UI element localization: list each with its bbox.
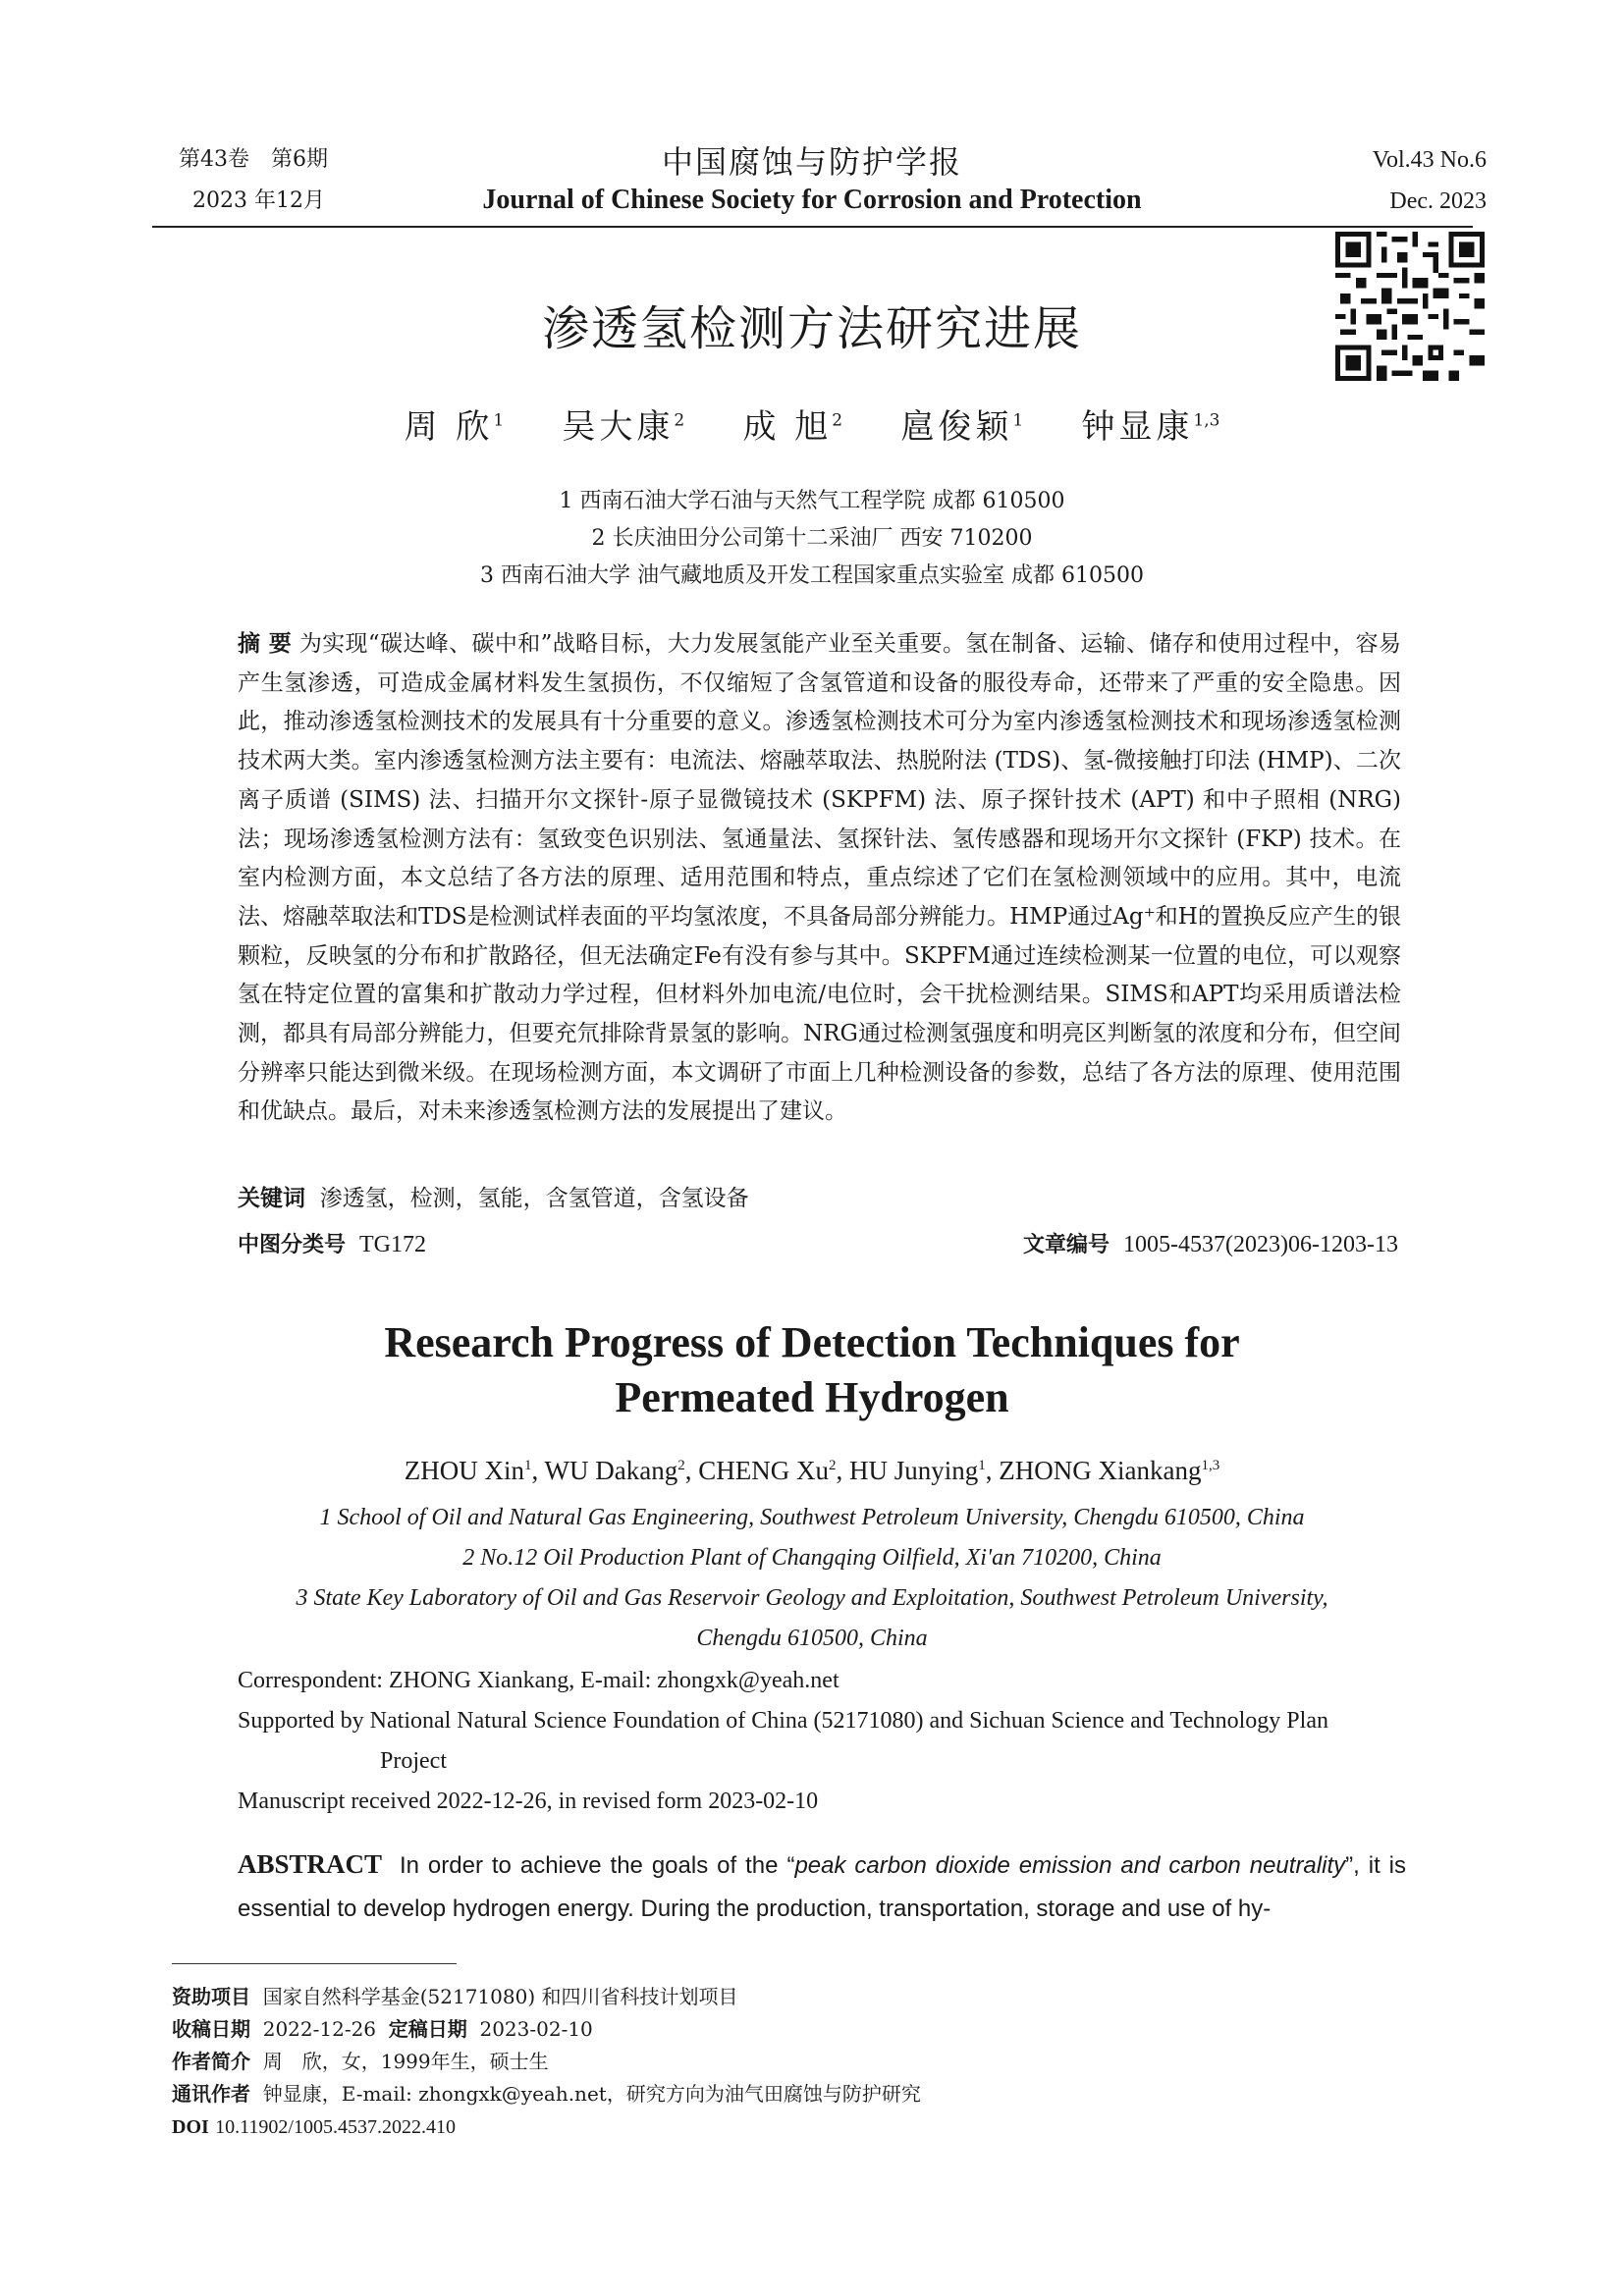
article-title-en-line-2: Permeated Hydrogen — [615, 1373, 1009, 1421]
abstract-en-label: ABSTRACT — [238, 1849, 383, 1879]
affiliations-en — [0, 1498, 1624, 1659]
journal-title-en: Journal of Chinese Society for Corrosion and Protection — [482, 185, 1142, 215]
author-list-cn — [0, 400, 1624, 448]
abstract-cn-text: 为实现“碳达峰、碳中和”战略目标，大力发展氢能产业至关重要。氢在制备、运输、储存和使用过程中，容易产生氢渗透，可造成金属材料发生氢损伤，不仅缩短了含氢管道和设备的服役寿命，还带来了严重的安全隐患。因此，推动渗透氢检测技术的发展具有十分重要的意义。渗透氢检测技术可分为室内渗透氢检测技术和现场渗透氢检测技术两大类。室内渗透氢检测方法主要有：电流法、熔融萃取法、热脱附法 (TDS)、氢-微接触打印法 (HMP)、二次离子质谱 (SIMS) 法、扫描开尔文探针-原子显微镜技术 (SKPFM) 法、原子探针技术 (APT) 和中子照相 (NRG) 法；现场渗透氢检测方法有：氢致变色识别法、氢通量法、氢探针法、氢传感器和现场开尔文探针 (FKP) 技术。在室内检测方面，本文总结了各方法的原理、适用范围和特点，重点综述了它们在氢检测领域中的应用。其中，电流法、熔融萃取法和TDS是检测试样表面的平均氢浓度，不具备局部分辨能力。HMP通过Ag⁺和H的置换反应产生的银颗粒，反映氢的分布和扩散路径，但无法确定Fe有没有参与其中。SKPFM通过连续检测某一位置的电位，可以观察氢在特定位置的富集和扩散动力学过程，但材料外加电流/电位时，会干扰检测结果。SIMS和APT均采用质谱法检测，都具有局部分辨能力，但要充氘排除背景氢的影响。NRG通过检测氢强度和明亮区判断氢的浓度和分布，但空间分辨率只能达到微米级。在现场检测方面，本文调研了市面上几种检测设备的参数，总结了各方法的原理、使用范围和优缺点。最后，对未来渗透氢检测方法的发展提出了建议。 — [238, 631, 1401, 1125]
author-en: ZHOU Xin$^1$ — [404, 1456, 532, 1485]
article-info-en — [238, 1661, 1406, 1822]
manuscript-dates-en: Manuscript received 2022-12-26, in revised form 2023-02-10 — [238, 1789, 819, 1814]
article-title-en-line-1: Research Progress of Detection Techniques for — [384, 1318, 1240, 1366]
clc-label: 中图分类号 — [238, 1233, 347, 1257]
abstract-en-text-italic: peak carbon dioxide emission and carbon neutrality — [794, 1852, 1346, 1879]
footnote-funding: 资助项目 国家自然科学基金(52171080) 和四川省科技计划项目 — [172, 1985, 738, 2008]
author-en: ZHONG Xiankang$^{1,3}$ — [999, 1456, 1220, 1485]
abstract-en — [238, 1842, 1406, 1931]
clc-number — [238, 1228, 426, 1258]
footnote-doi: DOI 10.11902/1005.4537.2022.410 — [172, 2116, 456, 2138]
author-cn: 吴大康$^2$ — [562, 407, 685, 447]
article-number-label: 文章编号 — [1023, 1233, 1110, 1257]
footnote-rule — [172, 1963, 457, 1964]
header-date-en: Dec. 2023 — [1389, 188, 1487, 214]
article-title-en — [0, 1315, 1624, 1425]
author-en: HU Junying$^1$ — [848, 1456, 986, 1485]
affiliation-en-1: 1 School of Oil and Natural Gas Engineering, Southwest Petroleum University, Chengdu 610500, China — [319, 1505, 1305, 1530]
header-volume-en: Vol.43 No.6 — [1372, 147, 1487, 173]
journal-title-cn: 中国腐蚀与防护学报 — [661, 143, 962, 181]
author-en: WU Dakang$^2$ — [544, 1456, 685, 1485]
author-en: CHENG Xu$^2$ — [698, 1456, 837, 1485]
author-list-en: ZHOU Xin$^1$, WU Dakang$^2$, CHENG Xu$^2$, HU Junying$^1$, ZHONG Xiankang$^{1,3}$ — [404, 1456, 1220, 1485]
supported-by-en-cont: Project — [380, 1748, 447, 1774]
affiliation-cn-1: 1 西南石油大学石油与天然气工程学院 成都 610500 — [559, 489, 1065, 513]
abstract-cn — [238, 625, 1401, 1132]
keywords-cn-text: 渗透氢，检测，氢能，含氢管道，含氢设备 — [319, 1186, 749, 1211]
affiliation-cn-3: 3 西南石油大学 油气藏地质及开发工程国家重点实验室 成都 610500 — [480, 563, 1144, 588]
author-cn: 钟显康$^{1,3}$ — [1081, 407, 1220, 447]
footnote-dates: 收稿日期 2022-12-26 定稿日期 2023-02-10 — [172, 2017, 593, 2041]
clc-value: TG172 — [359, 1232, 427, 1257]
affiliation-cn-2: 2 长庆油田分公司第十二采油厂 西安 710200 — [591, 526, 1033, 551]
affiliation-en-3-cont: Chengdu 610500, China — [696, 1626, 928, 1651]
header-date-cn: 2023 年12月 — [192, 188, 325, 213]
article-number-value: 1005-4537(2023)06-1203-13 — [1123, 1232, 1398, 1257]
article-title-cn: 渗透氢检测方法研究进展 — [541, 301, 1082, 356]
author-cn: 成 旭$^2$ — [742, 407, 843, 447]
header-volume-issue: 第43卷 第6期 — [179, 147, 328, 172]
author-cn: 扈俊颖$^1$ — [900, 407, 1024, 447]
affiliation-en-3: 3 State Key Laboratory of Oil and Gas Reservoir Geology and Exploitation, Southwest Petroleum University, — [296, 1585, 1328, 1611]
keywords-cn — [238, 1180, 749, 1212]
footnotes — [172, 1981, 1350, 2144]
footnote-corresponding: 通讯作者 钟显康，E-mail: zhongxk@yeah.net，研究方向为油气田腐蚀与防护研究 — [172, 2082, 921, 2106]
supported-by-en: Supported by National Natural Science Foundation of China (52171080) and Sichuan Science and Technology Plan — [238, 1708, 1328, 1734]
author-cn: 周 欣$^1$ — [404, 407, 505, 447]
article-number — [1023, 1228, 1398, 1258]
abstract-cn-label: 摘 要 — [238, 631, 293, 657]
keywords-cn-label: 关键词 — [238, 1186, 305, 1211]
correspondent-en: Correspondent: ZHONG Xiankang, E-mail: zhongxk@yeah.net — [238, 1668, 839, 1693]
header-rule — [152, 226, 1473, 228]
affiliation-en-2: 2 No.12 Oil Production Plant of Changqing Oilfield, Xi'an 710200, China — [462, 1545, 1162, 1571]
abstract-en-text-pre: In order to achieve the goals of the “ — [399, 1852, 795, 1879]
affiliations-cn — [0, 483, 1624, 595]
footnote-author-bio: 作者简介 周 欣，女，1999年生，硕士生 — [172, 2050, 549, 2073]
abstract-en-text-post: ”, it is essential to develop hydrogen energy. During the production, transportation, storage and use of hy- — [238, 1852, 1407, 1922]
